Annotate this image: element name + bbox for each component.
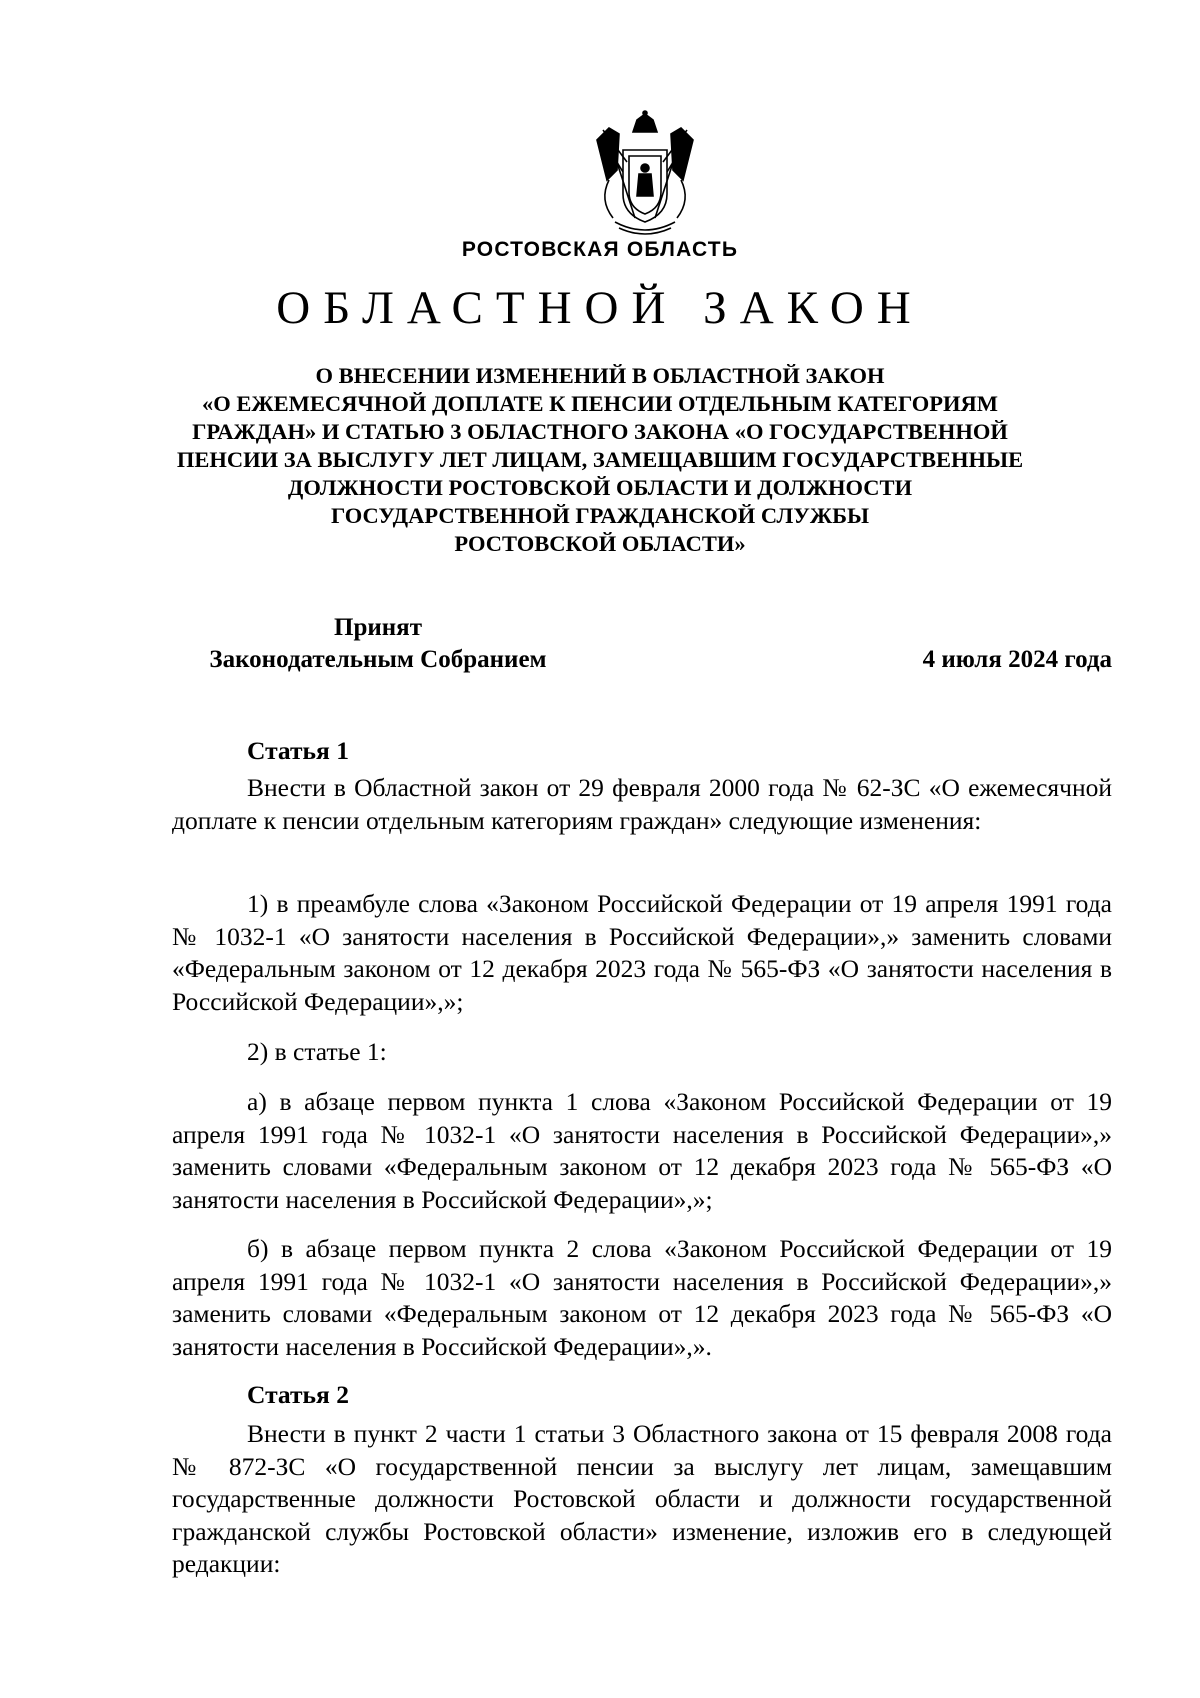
paragraph: б) в абзаце первом пункта 2 слова «Законом Российской Федерации от 19 апреля 1991 года № 1032-1 «О занятости населения в Российской Федерации»,» заменить словами «Федеральным законом от 12 декабря 2023 года № 565-ФЗ «О занятости населения в Российской Федерации»,».	[172, 1234, 1112, 1361]
law-title-line: РОСТОВСКОЙ ОБЛАСТИ»	[454, 531, 746, 556]
law-title-line: «О ЕЖЕМЕСЯЧНОЙ ДОПЛАТЕ К ПЕНСИИ ОТДЕЛЬНЫМ КАТЕГОРИЯМ	[202, 391, 998, 416]
article-1-item-1	[172, 888, 1112, 1018]
adopted-by: Законодательным Собранием	[209, 646, 547, 673]
document-type-title: ОБЛАСТНОЙ ЗАКОН	[276, 282, 924, 334]
article-1-item-2a	[172, 1086, 1112, 1216]
adopted-date: 4 июля 2024 года	[922, 646, 1112, 673]
law-title-line: ГРАЖДАН» И СТАТЬЮ 3 ОБЛАСТНОГО ЗАКОНА «О ГОСУДАРСТВЕННОЙ	[192, 419, 1008, 444]
article-2-heading: Статья 2	[247, 1380, 349, 1409]
paragraph: Внести в пункт 2 части 1 статьи 3 Областного закона от 15 февраля 2008 года № 872-ЗС «О государственной пенсии за выслугу лет лицам, замещавшим государственные должности Ростовской области и должности государственной гражданской службы Ростовской области» изменение, изложив его в следующей редакции:	[172, 1419, 1112, 1578]
article-1-item-2	[172, 1036, 1112, 1069]
paragraph: 2) в статье 1:	[247, 1037, 387, 1066]
paragraph: а) в абзаце первом пункта 1 слова «Законом Российской Федерации от 19 апреля 1991 года № 1032-1 «О занятости населения в Российской Федерации»,» заменить словами «Федеральным законом от 12 декабря 2023 года № 565-ФЗ «О занятости населения в Российской Федерации»,»;	[172, 1087, 1112, 1214]
adopted-label: Принят	[334, 614, 422, 641]
law-title-line: ДОЛЖНОСТИ РОСТОВСКОЙ ОБЛАСТИ И ДОЛЖНОСТИ	[287, 475, 913, 500]
article-2-intro	[172, 1418, 1112, 1581]
article-1-heading: Статья 1	[247, 736, 349, 765]
law-title	[140, 362, 1060, 558]
region-name: РОСТОВСКАЯ ОБЛАСТЬ	[461, 238, 739, 261]
law-title-line: ПЕНСИИ ЗА ВЫСЛУГУ ЛЕТ ЛИЦАМ, ЗАМЕЩАВШИМ ГОСУДАРСТВЕННЫЕ	[176, 447, 1024, 472]
law-title-line: О ВНЕСЕНИИ ИЗМЕНЕНИЙ В ОБЛАСТНОЙ ЗАКОН	[315, 363, 885, 388]
paragraph: 1) в преамбуле слова «Законом Российской Федерации от 19 апреля 1991 года № 1032-1 «О занятости населения в Российской Федерации»,» заменить словами «Федеральным законом от 12 декабря 2023 года № 565-ФЗ «О занятости населения в Российской Федерации»,»;	[172, 889, 1112, 1016]
article-1-item-2b	[172, 1233, 1112, 1363]
paragraph: Внести в Областной закон от 29 февраля 2000 года № 62-ЗС «О ежемесячной доплате к пенсии отдельным категориям граждан» следующие изменения:	[172, 773, 1112, 835]
rostov-coat-of-arms-icon	[589, 110, 701, 240]
article-1-intro	[172, 772, 1112, 837]
law-title-line: ГОСУДАРСТВЕННОЙ ГРАЖДАНСКОЙ СЛУЖБЫ	[330, 503, 870, 528]
